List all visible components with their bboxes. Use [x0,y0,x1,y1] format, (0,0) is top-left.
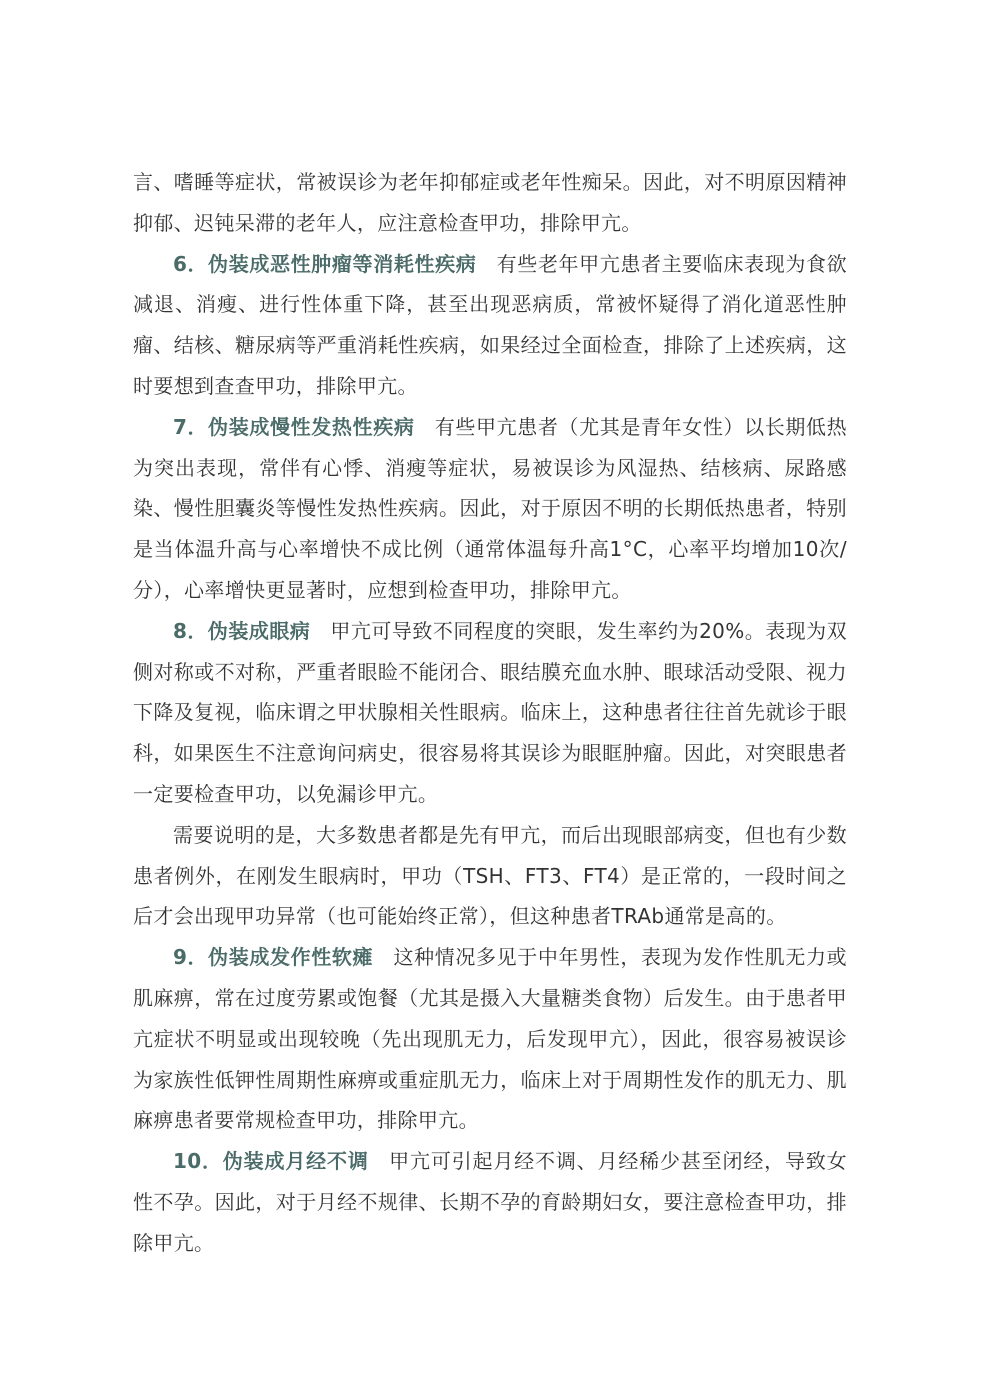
section-10-menstrual-disorder [133,1141,847,1263]
section-heading: 7．伪装成慢性发热性疾病 [173,414,415,439]
paragraph-text: 言、嗜睡等症状，常被误诊为老年抑郁症或老年性痴呆。因此，对不明原因精神抑郁、迟钝呆滞的老年人，应注意检查甲功，排除甲亢。 [133,170,847,235]
paragraph-eye-note [133,815,847,937]
paragraph-text: 有些甲亢患者（尤其是青年女性）以长期低热为突出表现，常伴有心悸、消瘦等症状，易被误诊为风湿热、结核病、尿路感染、慢性胆囊炎等慢性发热性疾病。因此，对于原因不明的长期低热患者，特别是当体温升高与心率增快不成比例（通常体温每升高1°C，心率平均增加10次/分），心率增快更显著时，应想到检查甲功，排除甲亢。 [133,414,847,602]
section-heading: 9．伪装成发作性软瘫 [173,945,374,970]
section-9-periodic-paralysis [133,937,847,1141]
paragraph-text: 这种情况多见于中年男性，表现为发作性肌无力或肌麻痹，常在过度劳累或饱餐（尤其是摄入大量糖类食物）后发生。由于患者甲亢症状不明显或出现较晚（先出现肌无力，后发现甲亢），因此，很容易被误诊为家族性低钾性周期性麻痹或重症肌无力，临床上对于周期性发作的肌无力、肌麻痹患者要常规检查甲功，排除甲亢。 [133,945,848,1133]
section-heading: 8．伪装成眼病 [173,618,311,643]
paragraph-continuation [133,162,847,244]
paragraph-text: 有些老年甲亢患者主要临床表现为食欲减退、消瘦、进行性体重下降，甚至出现恶病质，常被怀疑得了消化道恶性肿瘤、结核、糖尿病等严重消耗性疾病，如果经过全面检查，排除了上述疾病，这时要想到查查甲功，排除甲亢。 [133,251,847,398]
section-7-chronic-fever [133,407,847,611]
article-body [133,162,847,1264]
section-heading: 10．伪装成月经不调 [173,1149,369,1174]
section-8-eye-disease [133,611,847,815]
section-heading: 6．伪装成恶性肿瘤等消耗性疾病 [173,251,477,276]
paragraph-text: 甲亢可引起月经不调、月经稀少甚至闭经，导致女性不孕。因此，对于月经不规律、长期不孕的育龄期妇女，要注意检查甲功，排除甲亢。 [133,1149,847,1255]
paragraph-text: 甲亢可导致不同程度的突眼，发生率约为20%。表现为双侧对称或不对称，严重者眼睑不能闭合、眼结膜充血水肿、眼球活动受限、视力下降及复视，临床谓之甲状腺相关性眼病。临床上，这种患者往往首先就诊于眼科，如果医生不注意询问病史，很容易将其误诊为眼眶肿瘤。因此，对突眼患者一定要检查甲功，以免漏诊甲亢。 [133,618,847,806]
section-6-wasting-disease [133,244,847,407]
paragraph-text: 需要说明的是，大多数患者都是先有甲亢，而后出现眼部病变，但也有少数患者例外，在刚发生眼病时，甲功（TSH、FT3、FT4）是正常的，一段时间之后才会出现甲功异常（也可能始终正常），但这种患者TRAb通常是高的。 [133,822,847,929]
